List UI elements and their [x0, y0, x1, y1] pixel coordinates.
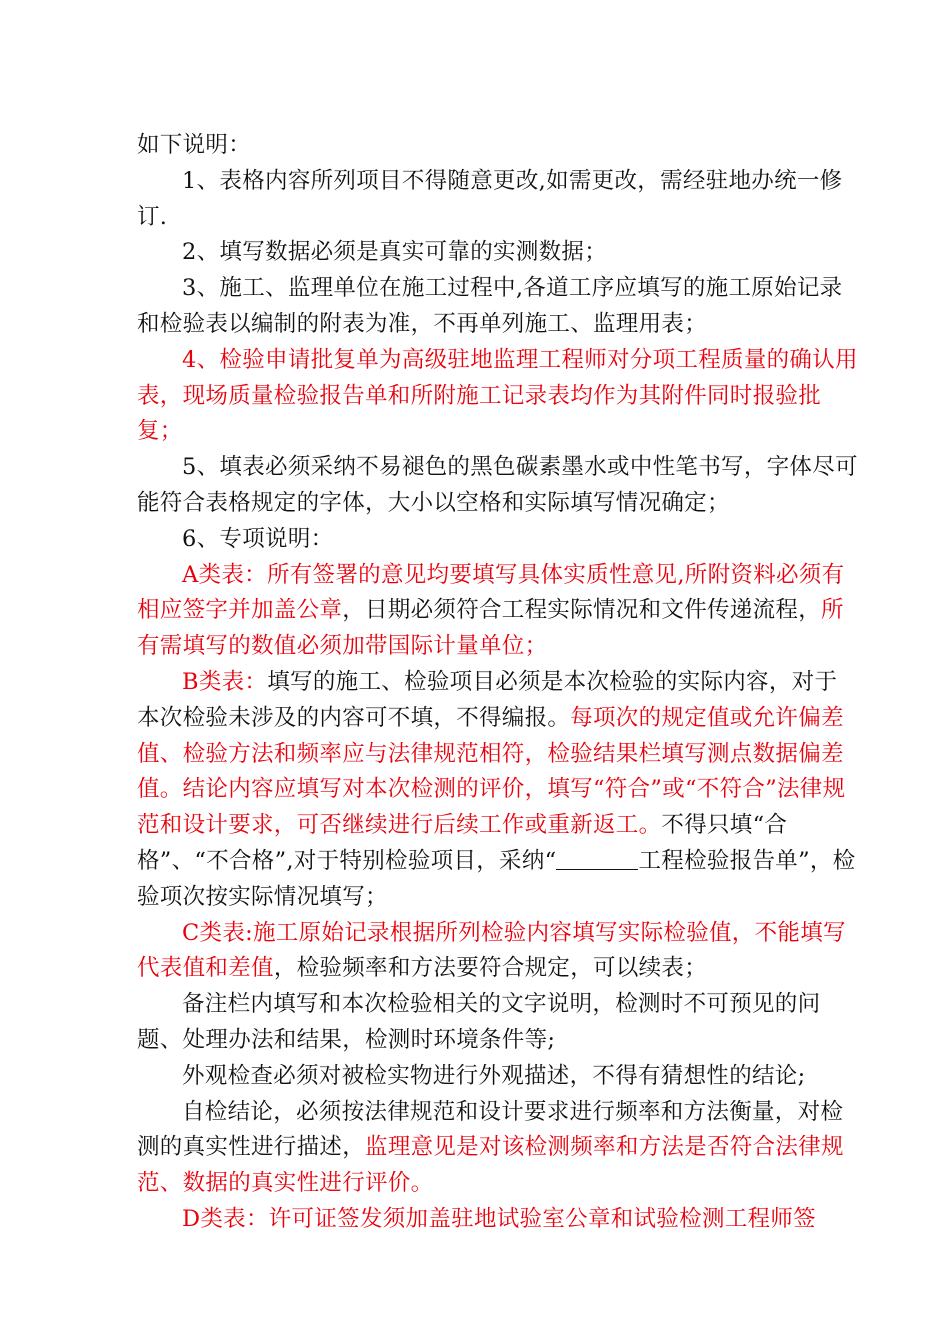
- class-a-black-1: ，日期必须符合工程实际情况和文件传递流程，: [342, 597, 822, 624]
- item-6: 6、专项说明：: [182, 525, 334, 552]
- self-check-red: 监理意见是对该检测频率和方法是否符合法律规范、数据的真实性进行评价。: [137, 1134, 844, 1197]
- fill-in-blank: [556, 847, 638, 870]
- document-body: [137, 128, 859, 1238]
- class-b-black-2: 不得只填“合格”、“不合格”,对于特别检验项目，采纳“: [137, 812, 788, 874]
- intro-line: 如下说明：: [137, 132, 252, 158]
- class-a-red-1: A类表：所有签署的意见均要填写具体实质性意见,所附资料必须有相应签字并加盖公章: [137, 561, 845, 624]
- class-c-paragraph: [137, 916, 859, 988]
- item-3: 3、施工、监理单位在施工过程中,各道工序应填写的施工原始记录和检验表以编制的附表为准，不再单列施工、监理用表；: [137, 275, 843, 337]
- class-b-black-3: 工程检验报告单”，检验项次按实际情况填写；: [137, 847, 856, 910]
- class-d-paragraph: [137, 1202, 859, 1238]
- class-b-red-2: 每项次的规定值或允许偏差值、检验方法和频率应与法律规范相符，检验结果栏填写测点数据偏差值。结论内容应填写对本次检测的评价，填写“符合”或“不符合”法律规范和设计要求，可否继续进行后续工作或重新返工。: [137, 704, 846, 839]
- class-b-red-1: B类表：: [182, 668, 268, 695]
- class-b-black-1: 填写的施工、检验项目必须是本次检验的实际内容，对于本次检验未涉及的内容可不填，不得编报。: [137, 668, 838, 731]
- self-check-black: 自检结论，必须按法律规范和设计要求进行频率和方法衡量，对检测的真实性进行描述，: [137, 1098, 844, 1161]
- appearance-note: 外观检查必须对被检实物进行外观描述，不得有猜想性的结论;: [182, 1062, 806, 1089]
- self-check-note: [137, 1095, 859, 1202]
- class-c-red-1: C类表:施工原始记录根据所列检验内容填写实际检验值，不能填写代表值和差值: [137, 919, 846, 982]
- remark-note: 备注栏内填写和本次检验相关的文字说明，检测时不可预见的问题、处理办法和结果，检测时环境条件等;: [137, 991, 821, 1053]
- class-d-red-1: D类表：许可证签发须加盖驻地试验室公章和试验检测工程师签: [182, 1205, 816, 1232]
- item-4: 4、检验申请批复单为高级驻地监理工程师对分项工程质量的确认用表，现场质量检验报告单和所附施工记录表均作为其附件同时报验批复；: [137, 346, 858, 445]
- item-2: 2、填写数据必须是真实可靠的实测数据；: [182, 239, 608, 266]
- class-c-black-1: ，检验频率和方法要符合规定，可以续表；: [273, 955, 708, 982]
- class-a-red-2: 所有需填写的数值必须加带国际计量单位；: [137, 597, 844, 660]
- item-1: 1、表格内容所列项目不得随意更改,如需更改，需经驻地办统一修订.: [137, 167, 843, 230]
- class-b-paragraph: [137, 665, 859, 916]
- class-a-paragraph: [137, 558, 859, 665]
- item-5: 5、填表必须采纳不易褪色的黑色碳素墨水或中性笔书写，字体尽可能符合表格规定的字体，大小以空格和实际填写情况确定；: [137, 454, 858, 516]
